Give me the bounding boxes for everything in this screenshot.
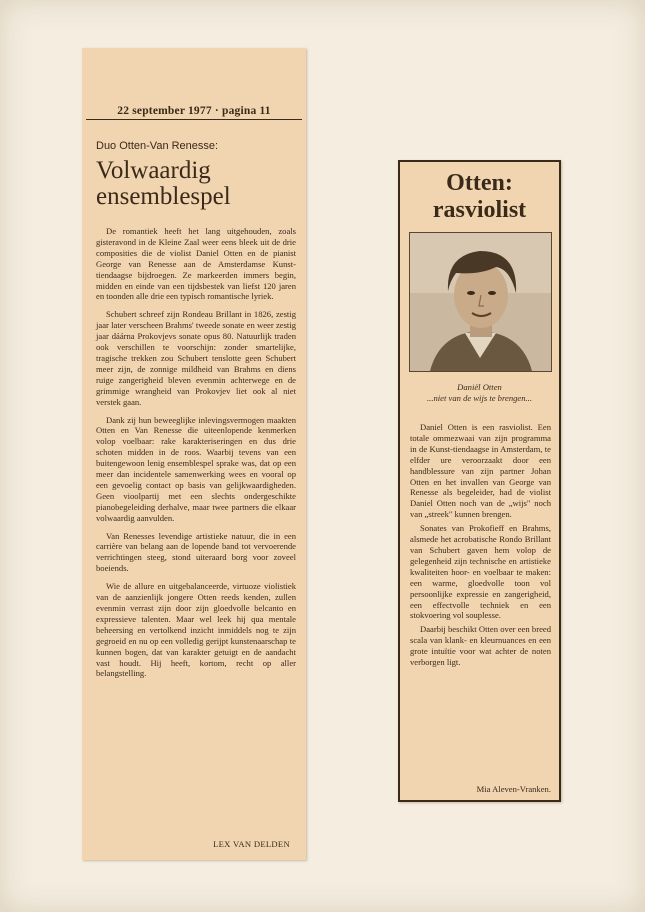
dateline: 22 september 1977 · pagina 11 bbox=[86, 105, 302, 120]
article-body bbox=[96, 226, 296, 686]
photo-caption bbox=[408, 382, 551, 403]
paragraph: Wie de allure en uitgebalanceerde, virtuoze violistiek van de aanzienlijk jongere Otten reeds kenden, zullen evenmin verrast zijn door zijn gloedvolle belcanto en expressieve talenten. Maar wel leek hij qua mentale beheersing en vertolkend inzicht inmiddels nog te zijn gegroeid en nu op een volledig gerijpt kunstenaarschap te kunnen bogen, dat van karakter getuigt en de aandacht vast houdt. Hij heeft, kortom, recht op aller belangstelling. bbox=[96, 581, 296, 679]
paragraph: Daarbij beschikt Otten over een breed scala van klank- en kleurnuances en een grote intuïtie voor wat achter de noten verborgen ligt. bbox=[410, 624, 551, 668]
paragraph: Daniel Otten is een rasviolist. Een totale ommezwaai van zijn programma in de Kunst-tiendaagse in Amsterdam, te elfder ure veroorzaakt door een handblessure van zijn partner Johan Otten en het invallen van George van Renesse als begeleider, had de violist Daniel Otten noch van de „wijs" noch van „streek" kunnen brengen. bbox=[410, 422, 551, 520]
paragraph: Schubert schreef zijn Rondeau Brillant in 1826, zestig jaar later verscheen Brahms' tweede sonate en weer zestig jaar dáárna Prokovjevs sonate opus 80. Natuurlijk traden ook verschillen te voorschijn: zonder smartelijke, tragische trekken zou Schubert tenslotte geen Schubert meer zijn, de zonnige mildheid van Brahms en diens ruige zangerigheid bleven evenmin achterwege en de grimmige wrangheid van Prokovjev liet ook al niet verstek gaan. bbox=[96, 309, 296, 407]
caption-name: Daniël Otten bbox=[457, 382, 502, 392]
article-kicker: Duo Otten-Van Renesse: bbox=[96, 140, 219, 152]
portrait-image bbox=[410, 233, 551, 371]
article-headline: Volwaardig ensemblespel bbox=[96, 157, 231, 210]
paragraph: Sonates van Prokofieff en Brahms, alsmede het acrobatische Rondo Brillant van Schubert gaven hem volop de gelegenheid zijn technische en artistieke kwaliteiten hoor- en voelbaar te maken: een warme, gloedvolle toon vol persoonlijke expressie en zangerigheid, een effectvolle techniek en een stokvoering vol souplesse. bbox=[410, 523, 551, 621]
caption-quote: ...niet van de wijs te brengen... bbox=[427, 392, 532, 403]
article-headline: Otten: rasviolist bbox=[432, 170, 527, 223]
byline: LEX VAN DELDEN bbox=[213, 839, 290, 849]
right-newspaper-clipping bbox=[398, 160, 561, 802]
left-newspaper-clipping bbox=[82, 48, 306, 860]
article-body bbox=[410, 422, 551, 671]
byline: Mia Aleven-Vranken. bbox=[476, 784, 551, 794]
portrait-photo bbox=[409, 232, 552, 372]
paragraph: Van Renesses levendige artistieke natuur, die in een carrière van belang aan de lopende band tot vervoerende verrichtingen steeg, stond uiteraard borg voor zoveel boeiends. bbox=[96, 530, 296, 574]
paragraph: Dank zij hun beweeglijke inlevingsvermogen maakten Otten en Van Renesse die uiteenlopende kenmerken volop voelbaar: rake karakteriseringen en dus drie schoten midden in de roos. Waarbij tevens van een buitengewoon lenig ensemblespel sprake was, dat op een meer dan incidentele samenwerking wees en vooral op een gevoelig contact op basis van gelijkwaardigheden. Geen vioolpartij met een slechts ondergeschikte pianobegeleiding derhalve, maar twee partners die elkaar volwaardig aanvulden. bbox=[96, 414, 296, 523]
paragraph: De romantiek heeft het lang uitgehouden, zoals gisteravond in de Kleine Zaal weer eens bleek uit de drie composities die de violist Daniel Otten en de pianist George van Renesse aan de Amsterdamse Kunst-tiendaagse bijdroegen. Ze markeerden immers begin, midden en einde van een tijdsbestek van liefst 120 jaren en toonden alle drie een typisch romantische lyriek. bbox=[96, 226, 296, 302]
